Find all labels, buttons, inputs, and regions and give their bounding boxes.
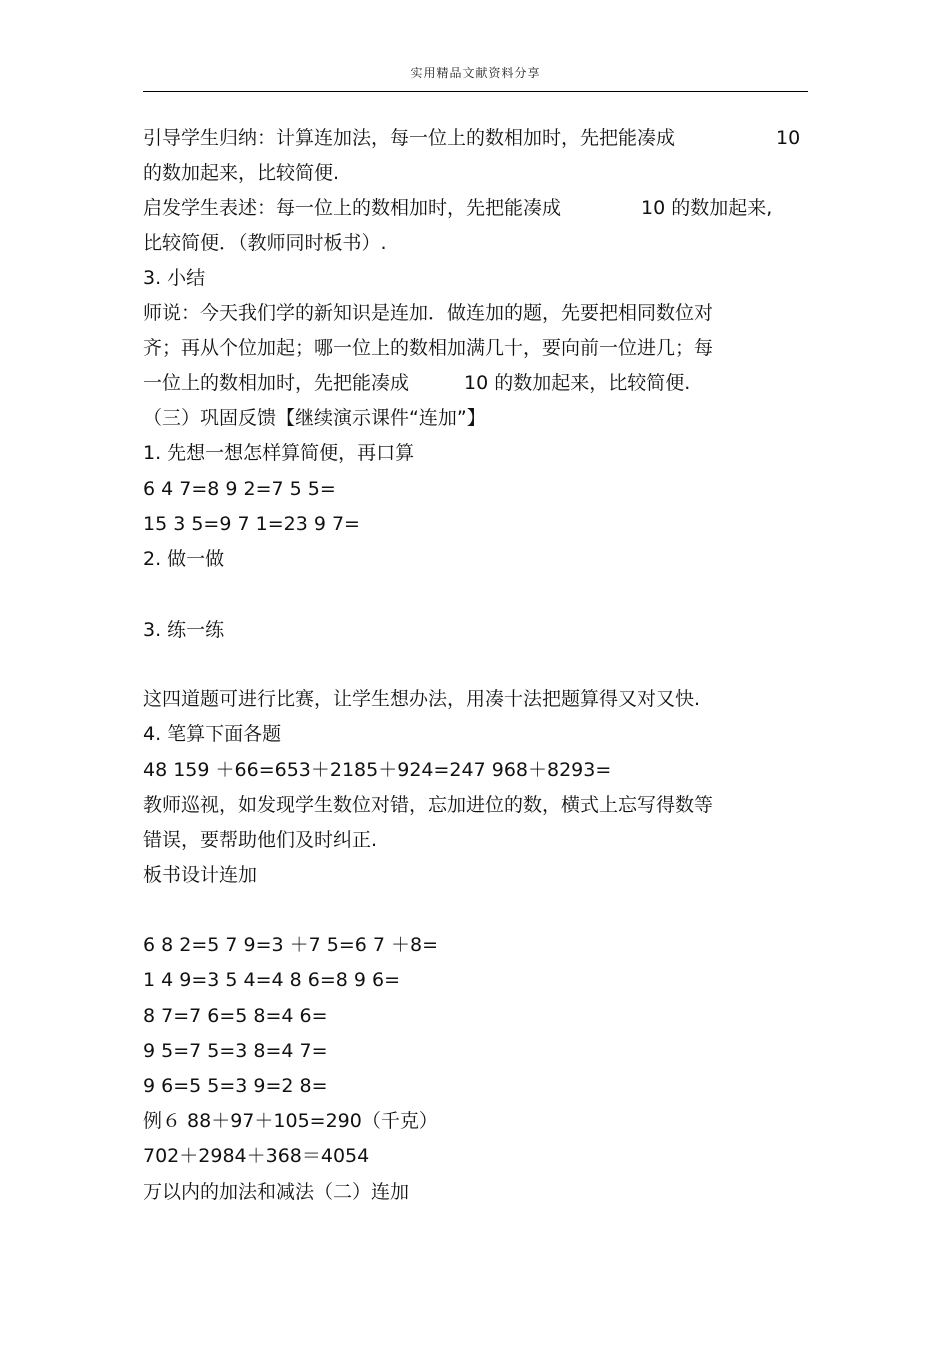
section-heading: 3. 练一练 xyxy=(143,619,225,641)
text-line: 齐；再从个位加起；哪一位上的数相加满几十，要向前一位进几；每 xyxy=(143,337,714,359)
page-header: 实用精品文献资料分享 xyxy=(410,66,541,80)
example-line: 例６ 88＋97＋105=290（千克） xyxy=(143,1110,438,1132)
board-line: 8 7=7 6=5 8=4 6= xyxy=(143,1005,328,1027)
text-line: 万以内的加法和减法（二）连加 xyxy=(143,1181,410,1203)
text-line: 一位上的数相加时，先把能凑成 xyxy=(143,372,410,394)
text-line-tail: 10 的数加起来, xyxy=(641,197,773,219)
text-line: 教师巡视，如发现学生数位对错，忘加进位的数，横式上忘写得数等 xyxy=(143,794,714,816)
section-heading: 板书设计连加 xyxy=(143,864,258,886)
text-line-number: 10 xyxy=(776,127,801,149)
example-line: 702＋2984＋368＝4054 xyxy=(143,1145,370,1167)
text-line: 比较简便．（教师同时板书）. xyxy=(143,232,387,254)
text-line: 错误，要帮助他们及时纠正. xyxy=(143,829,378,851)
header-rule xyxy=(143,91,808,92)
section-heading: （三）巩固反馈【继续演示课件“连加”】 xyxy=(143,407,486,429)
section-heading: 4. 笔算下面各题 xyxy=(143,723,282,745)
board-line: 6 8 2=5 7 9=3 ＋7 5=6 7 ＋8= xyxy=(143,934,439,956)
board-line: 9 5=7 5=3 8=4 7= xyxy=(143,1040,328,1062)
section-heading: 3. 小结 xyxy=(143,267,206,289)
exercise-line: 6 4 7=8 9 2=7 5 5= xyxy=(143,478,336,500)
section-heading: 1. 先想一想怎样算简便，再口算 xyxy=(143,442,415,464)
section-heading: 2. 做一做 xyxy=(143,548,225,570)
text-line: 这四道题可进行比赛，让学生想办法，用凑十法把题算得又对又快. xyxy=(143,688,701,710)
text-line: 引导学生归纳：计算连加法，每一位上的数相加时，先把能凑成 xyxy=(143,127,676,149)
text-line: 的数加起来，比较简便. xyxy=(143,162,340,184)
text-line: 师说：今天我们学的新知识是连加．做连加的题，先要把相同数位对 xyxy=(143,302,714,324)
text-line-tail: 10 的数加起来，比较简便. xyxy=(464,372,691,394)
exercise-line: 15 3 5=9 7 1=23 9 7= xyxy=(143,513,360,535)
text-line: 启发学生表述：每一位上的数相加时，先把能凑成 xyxy=(143,197,562,219)
board-line: 9 6=5 5=3 9=2 8= xyxy=(143,1075,328,1097)
exercise-line: 48 159 ＋66=653＋2185＋924=247 968＋8293= xyxy=(143,759,612,781)
board-line: 1 4 9=3 5 4=4 8 6=8 9 6= xyxy=(143,969,401,991)
